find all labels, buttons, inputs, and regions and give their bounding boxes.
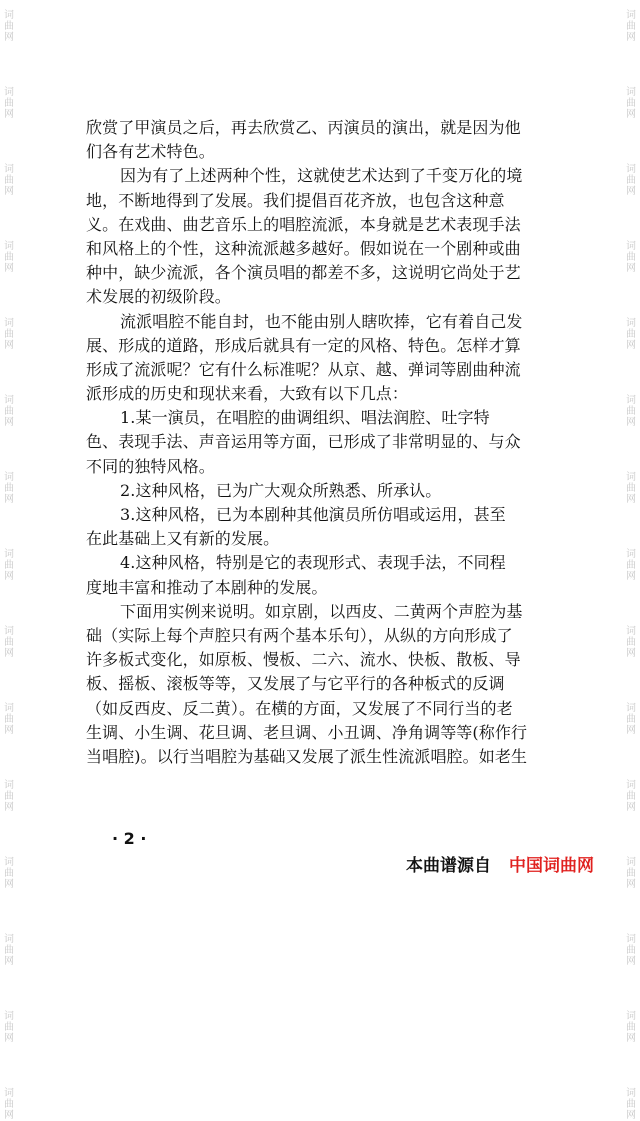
text-line: 流派唱腔不能自封，也不能由别人瞎吹捧，它有着自己发 [120, 311, 523, 331]
footer-site-name[interactable]: 中国词曲网 [509, 856, 594, 876]
left-watermark-strip [0, 0, 18, 1121]
page-body [86, 116, 562, 769]
text-line: 色、表现手法、声音运用等方面，已形成了非常明显的、与众 [86, 432, 521, 452]
text-line: 地，不断地得到了发展。我们提倡百花齐放，也包含这种意 [86, 190, 505, 210]
footer-source [406, 851, 594, 876]
text-line: 2.这种风格，已为广大观众所熟悉、所承认。 [120, 480, 442, 500]
watermark-text: 词 曲 网 [4, 241, 14, 274]
watermark-text: 词 曲 网 [4, 780, 14, 813]
watermark-text: 词 曲 网 [4, 549, 14, 582]
watermark-text: 词 曲 网 [4, 1088, 14, 1121]
watermark-text: 词 曲 网 [4, 395, 14, 428]
right-watermark-strip [622, 0, 640, 1121]
text-line: 下面用实例来说明。如京剧，以西皮、二黄两个声腔为基 [120, 601, 523, 621]
watermark-text: 词 曲 网 [626, 626, 636, 659]
text-line: 度地丰富和推动了本剧种的发展。 [86, 577, 328, 597]
text-line: 3.这种风格，已为本剧种其他演员所仿唱或运用，甚至 [120, 505, 506, 524]
watermark-text: 词 曲 网 [626, 857, 636, 890]
watermark-text: 词 曲 网 [626, 1088, 636, 1121]
watermark-text: 词 曲 网 [4, 1011, 14, 1044]
watermark-text: 词 曲 网 [4, 472, 14, 505]
text-line: 4.这种风格，特别是它的表现形式、表现手法，不同程 [120, 553, 506, 573]
watermark-text: 词 曲 网 [4, 626, 14, 659]
text-line: 在此基础上又有新的发展。 [86, 529, 280, 549]
text-line: 派形成的历史和现状来看，大致有以下几点： [86, 384, 409, 404]
watermark-text: 词 曲 网 [4, 703, 14, 736]
watermark-text: 词 曲 网 [4, 164, 14, 197]
text-line: 形成了流派呢？它有什么标准呢？从京、越、弹词等剧曲种流 [86, 359, 521, 379]
page-number: · 2 · [112, 829, 147, 848]
text-line: 欣赏了甲演员之后，再去欣赏乙、丙演员的演出，就是因为他 [86, 118, 521, 137]
watermark-text: 词 曲 网 [626, 780, 636, 813]
watermark-text: 词 曲 网 [4, 318, 14, 351]
text-line: 术发展的初级阶段。 [86, 287, 231, 307]
text-line: 1.某一演员，在唱腔的曲调组织、唱法润腔、吐字特 [120, 408, 490, 428]
text-line: 础（实际上每个声腔只有两个基本乐句），从纵的方向形成了 [86, 625, 513, 645]
text-line: 板、摇板、滚板等等，又发展了与它平行的各种板式的反调 [86, 674, 505, 694]
watermark-text: 词 曲 网 [626, 164, 636, 197]
text-line: 义。在戏曲、曲艺音乐上的唱腔流派，本身就是艺术表现手法 [86, 214, 521, 234]
watermark-text: 词 曲 网 [626, 241, 636, 274]
text-line: 种中，缺少流派，各个演员唱的都差不多，这说明它尚处于艺 [86, 263, 521, 283]
watermark-text: 词 曲 网 [4, 10, 14, 43]
text-line: 许多板式变化，如原板、慢板、二六、流水、快板、散板、导 [86, 650, 521, 670]
text-line: 展、形成的道路，形成后就具有一定的风格、特色。怎样才算 [86, 335, 521, 355]
text-line: 当唱腔)。以行当唱腔为基础又发展了派生性流派唱腔。如老生 [86, 746, 528, 766]
text-line: 因为有了上述两种个性，这就使艺术达到了千变万化的境 [120, 166, 523, 186]
watermark-text: 词 曲 网 [626, 549, 636, 582]
watermark-text: 词 曲 网 [626, 472, 636, 505]
text-line: （如反西皮、反二黄）。在横的方面，又发展了不同行当的老 [86, 698, 513, 718]
watermark-text: 词 曲 网 [626, 934, 636, 967]
text-line: 生调、小生调、花旦调、老旦调、小丑调、净角调等等(称作行 [86, 722, 528, 742]
watermark-text: 词 曲 网 [626, 395, 636, 428]
watermark-text: 词 曲 网 [4, 857, 14, 890]
text-line: 和风格上的个性，这种流派越多越好。假如说在一个剧种或曲 [86, 238, 521, 258]
footer-source-label: 本曲谱源自 [406, 856, 491, 876]
watermark-text: 词 曲 网 [626, 87, 636, 120]
watermark-text: 词 曲 网 [4, 934, 14, 967]
text-line: 不同的独特风格。 [86, 456, 215, 476]
watermark-text: 词 曲 网 [626, 703, 636, 736]
watermark-text: 词 曲 网 [626, 10, 636, 43]
watermark-text: 词 曲 网 [626, 318, 636, 351]
watermark-text: 词 曲 网 [4, 87, 14, 120]
watermark-text: 词 曲 网 [626, 1011, 636, 1044]
text-line: 们各有艺术特色。 [86, 142, 215, 162]
